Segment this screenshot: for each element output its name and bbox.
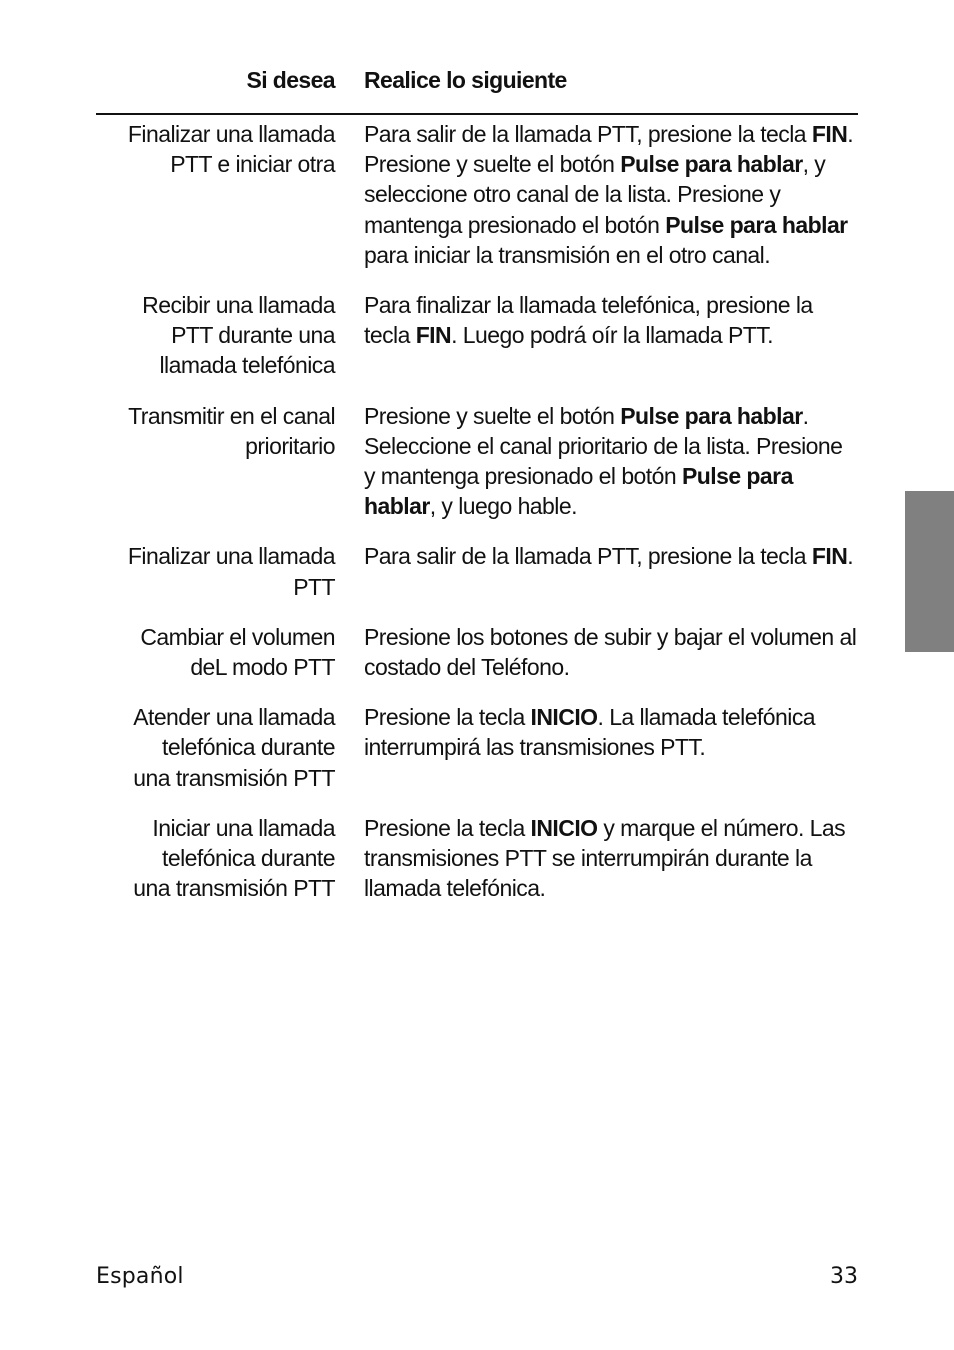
instruction-cell	[364, 541, 858, 601]
table-header	[96, 67, 858, 101]
action-cell	[96, 119, 335, 270]
instruction-text: Para salir de la llamada PTT, presione la tecla	[364, 543, 812, 570]
action-line: PTT durante una	[171, 322, 335, 349]
instruction-text: , y luego hable.	[429, 493, 577, 520]
instruction-cell	[364, 290, 858, 381]
action-line: Atender una llamada	[133, 704, 335, 731]
table-row	[96, 401, 858, 522]
instruction-text: Para finalizar la llamada telefónica, presione la tecla	[364, 292, 813, 349]
instruction-cell	[364, 622, 858, 682]
key-name: Pulse para hablar	[364, 463, 793, 520]
key-name: FIN	[811, 121, 848, 147]
action-cell	[96, 541, 335, 601]
instruction-text: . La llamada telefónica interrumpirá las transmisiones PTT.	[364, 704, 816, 761]
instruction-cell	[364, 119, 858, 270]
action-line: una transmisión PTT	[133, 875, 335, 902]
header-rule	[96, 113, 858, 115]
instruction-cell	[364, 813, 858, 904]
column-header-si-desea: Si desea	[246, 67, 335, 93]
action-cell	[96, 401, 335, 522]
action-line: telefónica durante	[162, 734, 335, 761]
action-line: Finalizar una llamada	[127, 121, 335, 147]
key-name: Pulse para hablar	[620, 402, 803, 429]
action-line: Finalizar una llamada	[127, 543, 335, 570]
key-name: INICIO	[530, 704, 598, 731]
table-row	[96, 813, 858, 904]
table-row	[96, 541, 858, 601]
table-row	[96, 622, 858, 682]
action-line: una transmisión PTT	[133, 764, 335, 791]
instruction-text: , y seleccione otro canal de la lista. Presione y mantenga presionado el botón	[364, 151, 826, 238]
instructions-table	[96, 119, 858, 903]
instruction-text: Presione y suelte el botón	[364, 402, 621, 429]
instruction-text: y marque el número. Las transmisiones PTT se interrumpirán durante la llamada telefónica.	[364, 814, 846, 902]
action-line: PTT	[293, 573, 335, 600]
action-line: deL modo PTT	[190, 654, 335, 681]
instruction-text: Presione los botones de subir y bajar el volumen al costado del Teléfono.	[364, 623, 857, 681]
action-line: Recibir una llamada	[142, 292, 335, 319]
instruction-text: Presione la tecla	[364, 704, 531, 731]
instruction-text: para iniciar la transmisión en el otro canal.	[364, 241, 771, 268]
key-name: Pulse para hablar	[620, 151, 803, 178]
action-line: llamada telefónica	[159, 352, 335, 379]
action-cell	[96, 813, 335, 904]
action-cell	[96, 702, 335, 793]
instruction-text: Para salir de la llamada PTT, presione la tecla	[364, 121, 812, 147]
action-line: PTT e iniciar otra	[170, 151, 335, 178]
key-name: Pulse para hablar	[665, 211, 848, 238]
table-row	[96, 119, 858, 270]
instruction-text: .	[847, 543, 854, 570]
instruction-text: Presione la tecla	[364, 814, 531, 841]
key-name: INICIO	[530, 814, 598, 841]
key-name: FIN	[415, 322, 452, 349]
action-line: Iniciar una llamada	[152, 814, 335, 841]
instruction-cell	[364, 702, 858, 793]
action-cell	[96, 622, 335, 682]
footer-language: Español	[96, 1264, 184, 1289]
table-row	[96, 290, 858, 381]
action-cell	[96, 290, 335, 381]
instruction-text: . Luego podrá oír la llamada PTT.	[451, 322, 774, 349]
side-tab-marker	[905, 491, 954, 652]
action-line: Transmitir en el canal	[128, 402, 335, 429]
action-line: prioritario	[245, 432, 335, 459]
instruction-text: . Seleccione el canal prioritario de la lista. Presione y mantenga presionado el botón	[364, 402, 843, 490]
instruction-text: . Presione y suelte el botón	[364, 121, 854, 178]
table-row	[96, 702, 858, 793]
page-number: 33	[830, 1264, 858, 1289]
instruction-cell	[364, 401, 858, 522]
action-line: Cambiar el volumen	[140, 623, 335, 650]
column-header-realice: Realice lo siguiente	[364, 67, 567, 93]
key-name: FIN	[811, 543, 848, 570]
action-line: telefónica durante	[162, 845, 335, 872]
